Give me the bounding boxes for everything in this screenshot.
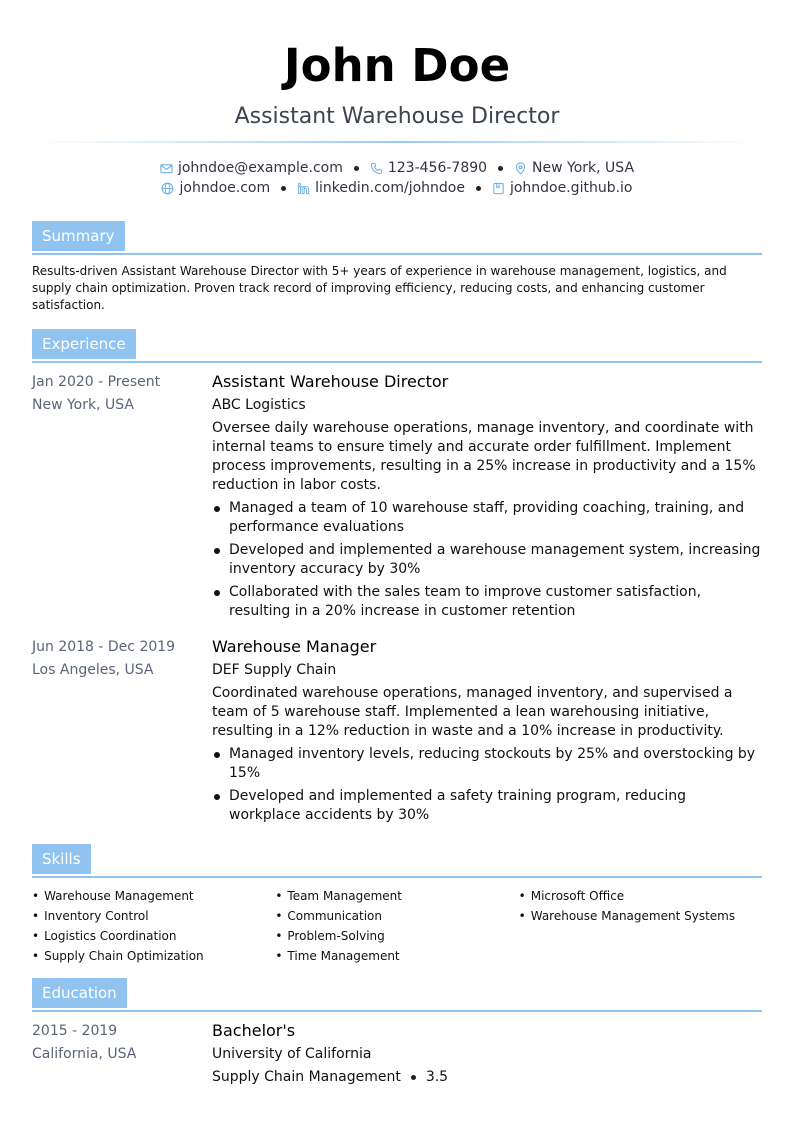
skills-section-header [32,844,762,878]
separator-dot [411,1075,416,1080]
skills-grid [32,886,762,966]
skills-heading: Skills [32,844,91,874]
experience-details [212,636,762,829]
experience-role: Assistant Warehouse Director [212,372,449,391]
phone-icon [370,162,383,175]
experience-bullets [212,745,762,825]
contact-row-1 [32,159,762,178]
location-pin-icon [514,162,527,175]
skill-item: • Time Management [275,946,518,966]
separator-dot [498,166,503,171]
experience-role: Warehouse Manager [212,637,377,656]
education-degree: Bachelor's [212,1021,296,1040]
contact-linkedin[interactable] [297,179,465,198]
separator-dot [281,186,286,191]
skills-column [32,886,275,966]
experience-description: Oversee daily warehouse operations, manage inventory, and coordinate with internal teams to ensure timely and accurate order fulfillment. Implement process improvements, resulting in a 25% increase in productivity and a 15% reduction in labor costs. [212,420,756,493]
education-details [212,1020,762,1087]
phone-text: 123-456-7890 [387,160,488,176]
bullet-item: Managed inventory levels, reducing stockouts by 25% and overstocking by 15% [212,745,762,783]
skill-item: • Problem-Solving [275,926,518,946]
skills-column [519,886,762,966]
skill-item: • Logistics Coordination [32,926,275,946]
experience-company: DEF Supply Chain [212,662,337,678]
education-field: Supply Chain Management [212,1069,401,1085]
github-text: johndoe.github.io [509,180,633,196]
education-section-header [32,978,762,1012]
contact-row-2 [32,179,762,198]
email-text: johndoe@example.com [177,160,343,176]
experience-description: Coordinated warehouse operations, managed inventory, and supervised a team of 5 warehouse staff. Implemented a lean warehousing initiative, resulting in a 12% reduction in waste and a 10% increase in productivity. [212,685,733,739]
education-heading: Education [32,978,127,1008]
linkedin-icon [297,182,310,195]
education-gpa: 3.5 [425,1069,449,1085]
contact-phone[interactable] [370,159,487,178]
skill-item: • Team Management [275,886,518,906]
skills-column [275,886,518,966]
education-entry [32,1020,762,1087]
summary-text: Results-driven Assistant Warehouse Director with 5+ years of experience in warehouse management, logistics, and supply chain optimization. Proven track record of improving efficiency, reducing costs, and enhancing customer satisfaction. [32,264,727,312]
job-title: Assistant Warehouse Director [234,104,560,129]
bullet-item: Developed and implemented a warehouse management system, increasing inventory accuracy by 30% [212,541,762,579]
separator-dot [354,166,359,171]
experience-company: ABC Logistics [212,397,306,413]
title-divider [37,141,757,143]
contact-website[interactable] [161,179,270,198]
contact-github[interactable] [492,179,633,198]
education-field-line [212,1068,762,1087]
experience-bullets [212,499,762,621]
candidate-name: John Doe [283,39,511,92]
skill-item: • Microsoft Office [519,886,762,906]
bullet-item: Managed a team of 10 warehouse staff, providing coaching, training, and performance evaluations [212,499,762,537]
experience-details [212,371,762,625]
mail-icon [160,162,173,175]
experience-meta [32,371,212,625]
linkedin-text: linkedin.com/johndoe [315,180,465,196]
experience-location: Los Angeles, USA [32,662,154,678]
github-icon [492,182,505,195]
experience-heading: Experience [32,329,136,359]
summary-heading: Summary [32,221,125,251]
contact-location [514,159,634,178]
education-location: California, USA [32,1046,137,1062]
globe-icon [161,182,174,195]
experience-location: New York, USA [32,397,134,413]
skill-item: • Supply Chain Optimization [32,946,275,966]
bullet-item: Collaborated with the sales team to improve customer satisfaction, resulting in a 20% increase in customer retention [212,583,762,621]
education-dates: 2015 - 2019 [32,1023,118,1039]
skill-item: • Warehouse Management Systems [519,906,762,926]
bullet-item: Developed and implemented a safety training program, reducing workplace accidents by 30% [212,787,762,825]
experience-dates: Jan 2020 - Present [32,374,161,390]
website-text: johndoe.com [179,180,271,196]
experience-section-header [32,329,762,363]
skill-item: • Communication [275,906,518,926]
contact-email[interactable] [160,159,343,178]
education-school: University of California [212,1046,372,1062]
experience-dates: Jun 2018 - Dec 2019 [32,639,176,655]
experience-entry [32,371,762,625]
education-meta [32,1020,212,1087]
skill-item: • Inventory Control [32,906,275,926]
experience-entry [32,636,762,829]
separator-dot [476,186,481,191]
summary-section-header [32,221,762,255]
location-text: New York, USA [532,160,635,176]
experience-meta [32,636,212,829]
skill-item: • Warehouse Management [32,886,275,906]
